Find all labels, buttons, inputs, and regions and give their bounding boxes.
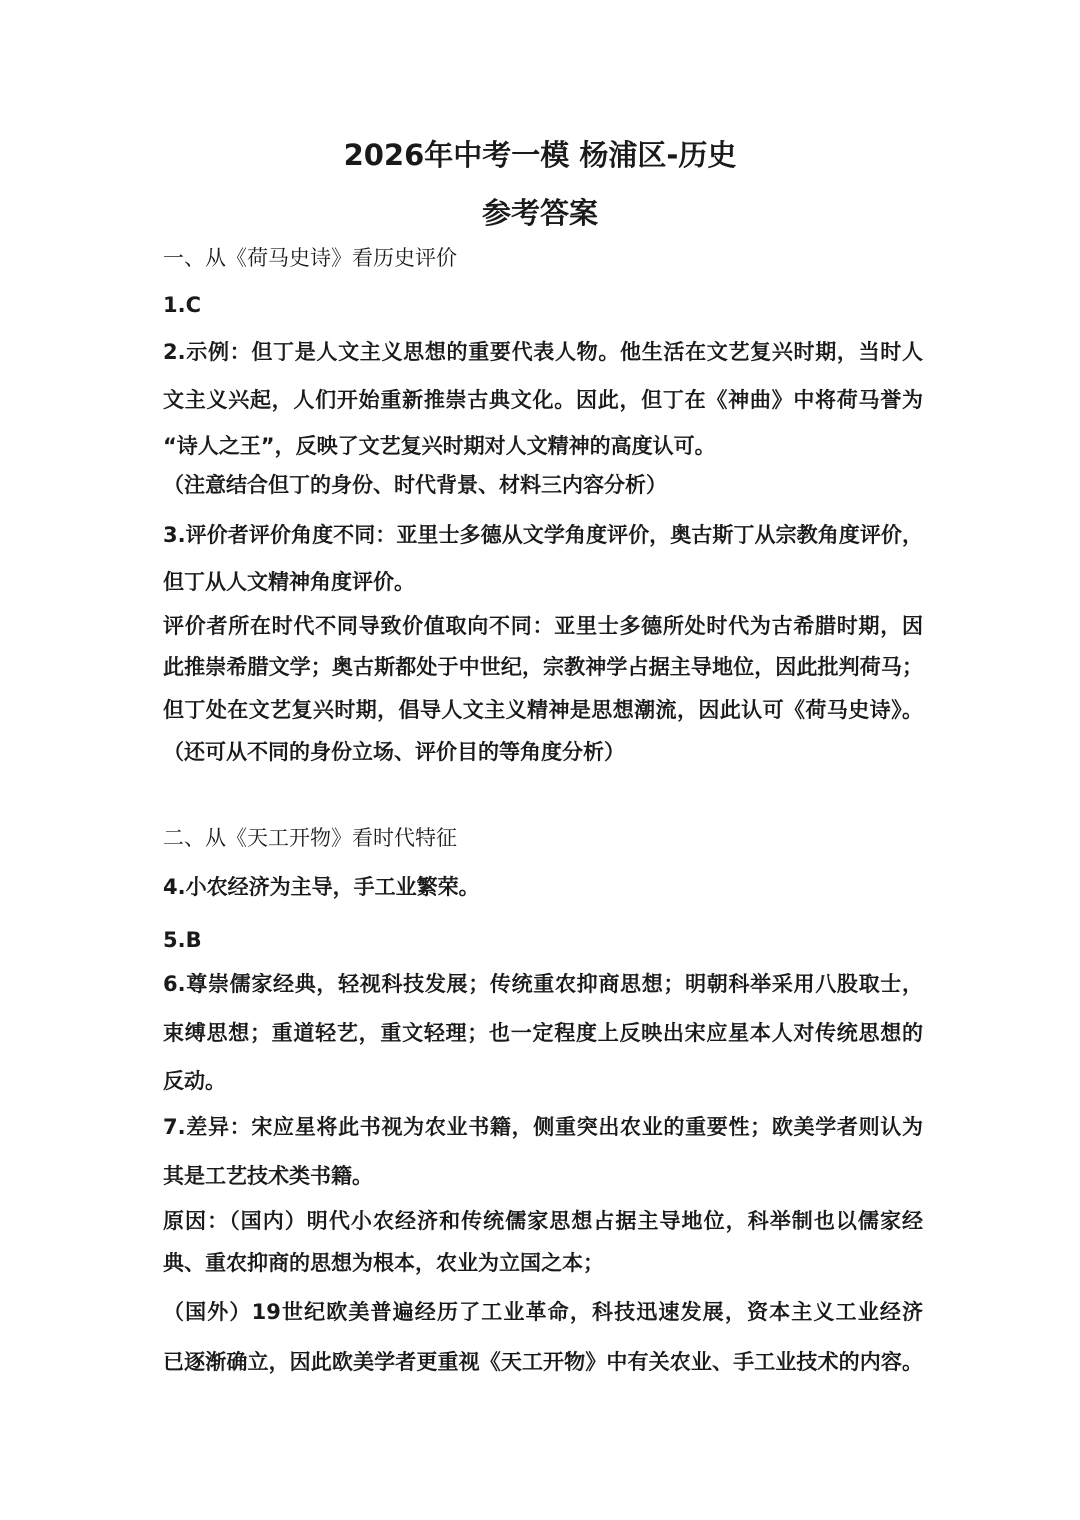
document-subtitle: 参考答案 [481, 196, 598, 230]
q2-note: （注意结合但丁的身份、时代背景、材料三内容分析） [163, 473, 667, 497]
q3-note: （还可从不同的身份立场、评价目的等角度分析） [163, 740, 625, 764]
q5-answer: 5.B [163, 928, 202, 952]
q3-line5: 但丁处在文艺复兴时期，倡导人文主义精神是思想潮流，因此认可《荷马史诗》。 [163, 698, 923, 722]
q7-line3: 原因：（国内）明代小农经济和传统儒家思想占据主导地位，科举制也以儒家经 [163, 1209, 923, 1233]
q6-line2: 束缚思想；重道轻艺，重文轻理；也一定程度上反映出宋应星本人对传统思想的 [163, 1021, 923, 1045]
q7-line2: 其是工艺技术类书籍。 [163, 1164, 373, 1188]
q7-line5: （国外）19世纪欧美普遍经历了工业革命，科技迅速发展，资本主义工业经济 [163, 1300, 923, 1324]
q7-line4: 典、重农抑商的思想为根本，农业为立国之本； [163, 1251, 604, 1275]
section1-heading: 一、从《荷马史诗》看历史评价 [163, 246, 457, 270]
q1-answer: 1.C [163, 293, 202, 317]
q3-line2: 但丁从人文精神角度评价。 [163, 570, 415, 594]
section2-heading: 二、从《天工开物》看时代特征 [163, 826, 457, 850]
q3-line4: 此推崇希腊文学；奥古斯都处于中世纪，宗教神学占据主导地位，因此批判荷马； [163, 655, 923, 679]
q4-answer: 4.小农经济为主导，手工业繁荣。 [163, 875, 480, 899]
q2-line1: 2.示例：但丁是人文主义思想的重要代表人物。他生活在文艺复兴时期，当时人 [163, 340, 923, 364]
q6-line1: 6.尊崇儒家经典，轻视科技发展；传统重农抑商思想；明朝科举采用八股取士， [163, 972, 923, 996]
q7-line6: 已逐渐确立，因此欧美学者更重视《天工开物》中有关农业、手工业技术的内容。 [163, 1350, 923, 1374]
q7-line1: 7.差异：宋应星将此书视为农业书籍，侧重突出农业的重要性；欧美学者则认为 [163, 1115, 923, 1139]
q2-line3: “诗人之王”，反映了文艺复兴时期对人文精神的高度认可。 [163, 434, 716, 458]
q2-line2: 文主义兴起，人们开始重新推崇古典文化。因此，但丁在《神曲》中将荷马誉为 [163, 388, 923, 412]
q3-line3: 评价者所在时代不同导致价值取向不同：亚里士多德所处时代为古希腊时期，因 [163, 614, 923, 638]
q6-line3: 反动。 [163, 1069, 226, 1093]
q3-line1: 3.评价者评价角度不同：亚里士多德从文学角度评价，奥古斯丁从宗教角度评价， [163, 523, 923, 547]
document-title: 2026年中考一模 杨浦区-历史 [343, 138, 737, 172]
